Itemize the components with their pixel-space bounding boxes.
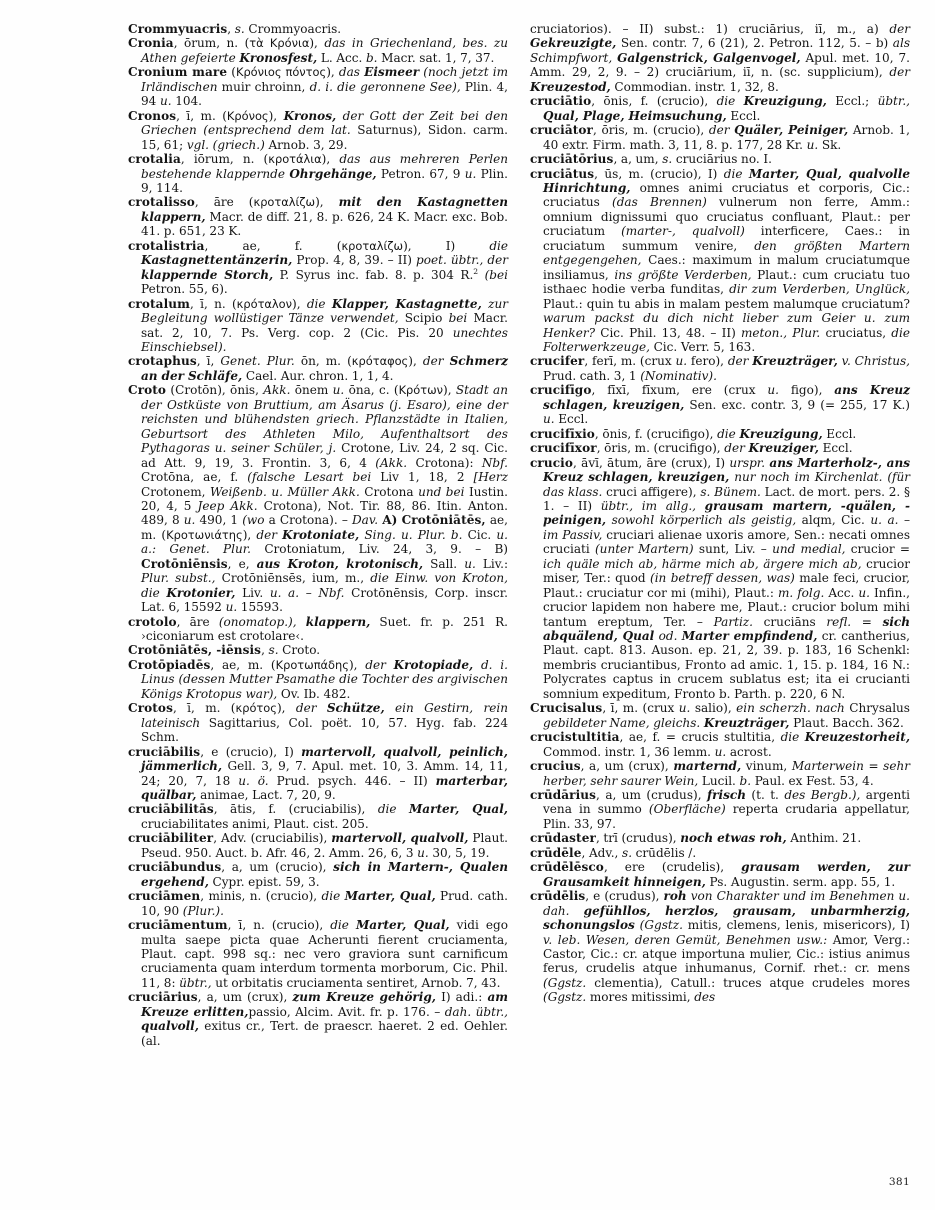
dictionary-entry: cruciātor, ōris, m. (crucio), der Quäler, Peiniger, Arnob. 1, 40 extr. Firm. math. 3, 11, 8. p. 177, 28 Kr. u. Sk. — [530, 123, 911, 152]
dictionary-entry: cruciābundus, a, um (crucio), sich in Martern-, Qualen ergehend, Cypr. epist. 59, 3. — [128, 860, 508, 889]
dictionary-entry: cruciārius, a, um (crux), zum Kreuze gehörig, I) adi.: am Kreuze erlitten,passio, Alcim. Avit. fr. p. 176. – dah. übtr., qualvoll, exitus cr., Tert. de praescr. haeret. 2 ed. Oehler. (al. — [128, 990, 508, 1048]
dictionary-entry: crucistultitia, ae, f. = crucis stultitia, die Kreuzestorheit, Commod. instr. 1, 36 lemm. u. acrost. — [530, 730, 911, 759]
dictionary-entry: cruciātus, ūs, m. (crucio), I) die Marter, Qual, qualvolle Hinrichtung, omnes animi cruciatus et corporis, Cic.: cruciatus (das Brennen) vulnerum non ferre, Amm.: omnium dignissumi quo cruciatus confluant, Plaut.: per cruciatum (marter-, qualvoll) interficere, Caes.: in cruciatum summum venire, den größten Martern entgegengehen, Caes.: maximum in malum cruciatumque insiliamus, ins größte Verderben, Plaut.: cum cruciatu tuo isthaec hodie verba funditas, dir zum Verderben, Unglück, Plaut.: quin tu abis in malam pestem malumque cruciatum? warum packst du dich nicht lieber zum Geier u. zum Henker? Cic. Phil. 13, 48. – II) meton., Plur. cruciatus, die Folterwerkzeuge, Cic. Verr. 5, 163. — [530, 166, 911, 354]
dictionary-entry: cruciāmentum, ī, n. (crucio), die Marter, Qual, vidi ego multa saepe picta quae Acherunti fierent cruciamenta, Plaut. capt. 998 sq.: nec vero graviora sunt carnificum cruciamenta quam interdum tormenta morborum, Cic. Phil. 11, 8: übtr., ut orbitatis cruciamenta sentiret, Arnob. 7, 43. — [128, 918, 508, 990]
dictionary-entry: cruciābilitās, ātis, f. (cruciabilis), die Marter, Qual, cruciabilitates animi, Plaut. cist. 205. — [128, 802, 508, 831]
dictionary-entry: crotalistria, ae, f. (κροταλίζω), I) die Kastagnettentänzerin, Prop. 4, 8, 39. – II) poet. übtr., der klappernde Storch, P. Syrus inc. fab. 8. p. 304 R.$^2$ (bei Petron. 55, 6). — [128, 238, 509, 297]
right-column — [530, 22, 910, 1162]
dictionary-entry: Crotōniātēs, -iēnsis, s. Croto. — [128, 643, 321, 658]
dictionary-entry-continuation: cruciatorios). – II) subst.: 1) cruciārius, iī, m., a) der Gekreuzigte, Sen. contr. 7, 6 (21), 2. Petron. 112, 5. – b) als Schimpfwort, Galgenstrick, Galgenvogel, Apul. met. 10, 7. Amm. 29, 2, 9. – 2) cruciārium, iī, n. (sc. supplicium), der Kreuzestod, Commodian. instr. 1, 32, 8. — [530, 22, 910, 94]
dictionary-entry: crūdārius, a, um (crudus), frisch (t. t. des Bergb.), argenti vena in summo (Oberfläche) reperta crudaria appellatur, Plin. 33, 97. — [530, 788, 911, 831]
dictionary-entry: crūdaster, trī (crudus), noch etwas roh, Anthim. 21. — [530, 831, 862, 846]
dictionary-entry: crucio, āvī, ātum, āre (crux), I) urspr. ans Marterholz-, ans Kreuz schlagen, kreuzigen, nur noch im Kirchenlat. (für das klass. cruci affigere), s. Bünem. Lact. de mort. pers. 2. § 1. – II) übtr., im allg., grausam martern, -quälen, -peinigen, sowohl körperlich als geistig, alqm, Cic. u. a. – im Passiv, cruciari alienae uxoris amore, Sen.: necati omnes cruciati (unter Martern) sunt, Liv. – und medial, crucior = ich quäle mich ab, härme mich ab, ärgere mich ab, crucior miser, Ter.: quod (in betreff dessen, was) male feci, crucior, Plaut.: cruciatur cor mi (mihi), Plaut.: m. folg. Acc. u. Infin., crucior lapidem non habere me, Plaut.: crucior bolum mihi tantum ereptum, Ter. – Partiz. cruciāns refl. = sich abquälend, Qual od. Marter empfindend, cr. cantherius, Plaut. capt. 813. Auson. ep. 21, 2, 39. p. 183, 16 Schenkl: membris cruciantibus, Fronto ad amic. 1, 15. p. 184, 16 N.: Polycrates captus in crucem sublatus est; ita ei crucianti somnium expeditum, Fronto b. Parth. p. 220, 6 N. — [530, 455, 911, 701]
dictionary-entry: crūdēlis, e (crudus), roh von Charakter und im Benehmen u. dah. gefühllos, herzlos, grausam, unbarmherzig, schonungslos (Ggstz. mitis, clemens, lenis, misericors), I) v. leb. Wesen, deren Gemüt, Benehmen usw.: Amor, Verg.: Castor, Cic.: cr. atque importuna mulier, Cic.: istius animus ferus, crudelis atque inhumanus, Cornif. rhet.: cr. mens (Ggstz. clementia), Catull.: truces atque crudeles mores (Ggstz. mores mitissimi, des — [530, 889, 911, 1005]
dictionary-entry: crotaphus, ī, Genet. Plur. ōn, m. (κρόταφος), der Schmerz an der Schläfe, Cael. Aur. chron. 1, 1, 4. — [128, 354, 508, 383]
dictionary-entry: cruciābilis, e (crucio), I) martervoll, qualvoll, peinlich, jämmerlich, Gell. 3, 9, 7. Apul. met. 10, 3. Amm. 14, 11, 24; 20, 7, 18 u. ö. Prud. psych. 446. – II) marterbar, quälbar, animae, Lact. 7, 20, 9. — [128, 744, 509, 803]
dictionary-entry: Crotos, ī, m. (κρότος), der Schütze, ein Gestirn, rein lateinisch Sagittarius, Col. poët. 10, 57. Hyg. fab. 224 Schm. — [128, 701, 508, 745]
dictionary-entry: crūdēle, Adv., s. crūdēlis /. — [530, 845, 697, 860]
dictionary-entry: cruciātio, ōnis, f. (crucio), die Kreuzigung, Eccl.; übtr., Qual, Plage, Heimsuchung, Eccl. — [530, 94, 910, 123]
dictionary-entry: Crucisalus, ī, m. (crux u. salio), ein scherzh. nach Chrysalus gebildeter Name, gleichs. Kreuzträger, Plaut. Bacch. 362. — [530, 701, 910, 730]
dictionary-entry: Cronos, ī, m. (Κρόνος), Kronos, der Gott der Zeit bei den Griechen (entsprechend dem lat. Saturnus), Sidon. carm. 15, 61; vgl. (griech.) Arnob. 3, 29. — [128, 108, 509, 152]
dictionary-entry: Croto (Crotōn), ōnis, Akk. ōnem u. ōna, c. (Κρότων), Stadt an der Ostküste von Bruttium, am Äsarus (j. Esaro), eine der reichsten und blühendsten griech. Pflanzstädte in Italien, Geburtsort des Athleten Milo, Aufenthaltsort des Pythagoras u. seiner Schüler, j. Crotone, Liv. 24, 2 sq. Cic. ad Att. 9, 19, 3. Frontin. 3, 6, 4 (Akk. Crotona): Nbf. Crotōna, ae, f. (falsche Lesart bei Liv 1, 18, 2 [Herz Crotonem, Weißenb. u. Müller Akk. Crotona und bei Iustin. 20, 4, 5 Jeep Akk. Crotona), Not. Tir. 88, 86. Itin. Anton. 489, 8 u. 490, 1 (wo a Crotona). – Dav. A) Crotōniātēs, ae, m. (Κροτωνιάτης), der Krotoniate, Sing. u. Plur. b. Cic. u. a.: Genet. Plur. Crotoniatum, Liv. 24, 3, 9. – B) Crotōniēnsis, e, aus Kroton, krotonisch, Sall. u. Liv.: Plur. subst., Crotōniēnsēs, ium, m., die Einw. von Kroton, die Krotonier, Liv. u. a. – Nbf. Crotōnēnsis, Corp. inscr. Lat. 6, 15592 u. 15593. — [128, 383, 509, 615]
two-column-body — [128, 22, 910, 1162]
dictionary-entry: crotalum, ī, n. (κρόταλον), die Klapper, Kastagnette, zur Begleitung wollüstiger Tänze verwendet, Scipio bei Macr. sat. 2, 10, 7. Ps. Verg. cop. 2 (Cic. Pis. 20 unechtes Einschiebsel). — [128, 296, 508, 354]
dictionary-entry: cruciāmen, minis, n. (crucio), die Marter, Qual, Prud. cath. 10, 90 (Plur.). — [128, 889, 508, 918]
dictionary-entry: crucifer, ferī, m. (crux u. fero), der Kreuzträger, v. Christus, Prud. cath. 3, 1 (Nominativ). — [530, 354, 911, 383]
dictionary-entry: cruciātōrius, a, um, s. cruciārius no. I. — [530, 152, 772, 167]
dictionary-entry: crucius, a, um (crux), marternd, vinum, Marterwein = sehr herber, sehr saurer Wein, Lucil. b. Paul. ex Fest. 53, 4. — [530, 759, 910, 788]
dictionary-entry: crūdēlēsco, ere (crudelis), grausam werden, zur Grausamkeit hinneigen, Ps. Augustin. serm. app. 55, 1. — [530, 860, 910, 889]
dictionary-entry: crucifīgo, fīxī, fīxum, ere (crux u. figo), ans Kreuz schlagen, kreuzigen, Sen. exc. contr. 3, 9 (= 255, 17 K.) u. Eccl. — [530, 383, 910, 427]
dictionary-entry: Cronia, ōrum, n. (τὰ Κρόνια), das in Griechenland, bes. zu Athen gefeierte Kronosfest, L. Acc. b. Macr. sat. 1, 7, 37. — [128, 36, 508, 65]
dictionary-entry: crucifīxor, ōris, m. (crucifigo), der Kreuziger, Eccl. — [530, 441, 853, 456]
dictionary-entry: crotalisso, āre (κροταλίζω), mit den Kastagnetten klappern, Macr. de diff. 21, 8. p. 626, 24 K. Macr. exc. Bob. 41. p. 651, 23 K. — [128, 195, 508, 239]
dictionary-entry: crotolo, āre (onomatop.), klappern, Suet. fr. p. 251 R. ›ciconiarum est crotolare‹. — [128, 614, 508, 644]
dictionary-entry: crotalia, iōrum, n. (κροτάλια), das aus mehreren Perlen bestehende klappernde Ohrgehänge, Petron. 67, 9 u. Plin. 9, 114. — [128, 152, 508, 195]
dictionary-entry: Cronium mare (Κρόνιος πόντος), das Eismeer (noch jetzt im Irländischen muir chroinn, d. i. die geronnene See), Plin. 4, 94 u. 104. — [128, 65, 508, 109]
left-column — [128, 22, 508, 1162]
dictionary-entry: cruciābiliter, Adv. (cruciabilis), martervoll, qualvoll, Plaut. Pseud. 950. Auct. b. Afr. 46, 2. Amm. 26, 6, 3 u. 30, 5, 19. — [128, 831, 508, 860]
dictionary-entry: crucifīxio, ōnis, f. (crucifigo), die Kreuzigung, Eccl. — [530, 426, 857, 441]
dictionary-entry: Crotōpiadēs, ae, m. (Κροτωπάδης), der Krotopiade, d. i. Linus (dessen Mutter Psamathe die Tochter des argivischen Königs Krotopus war), Ov. Ib. 482. — [128, 657, 508, 701]
dictionary-entry: Crommyuacris, s. Crommyoacris. — [128, 22, 342, 36]
page-number: 381 — [888, 1176, 910, 1188]
